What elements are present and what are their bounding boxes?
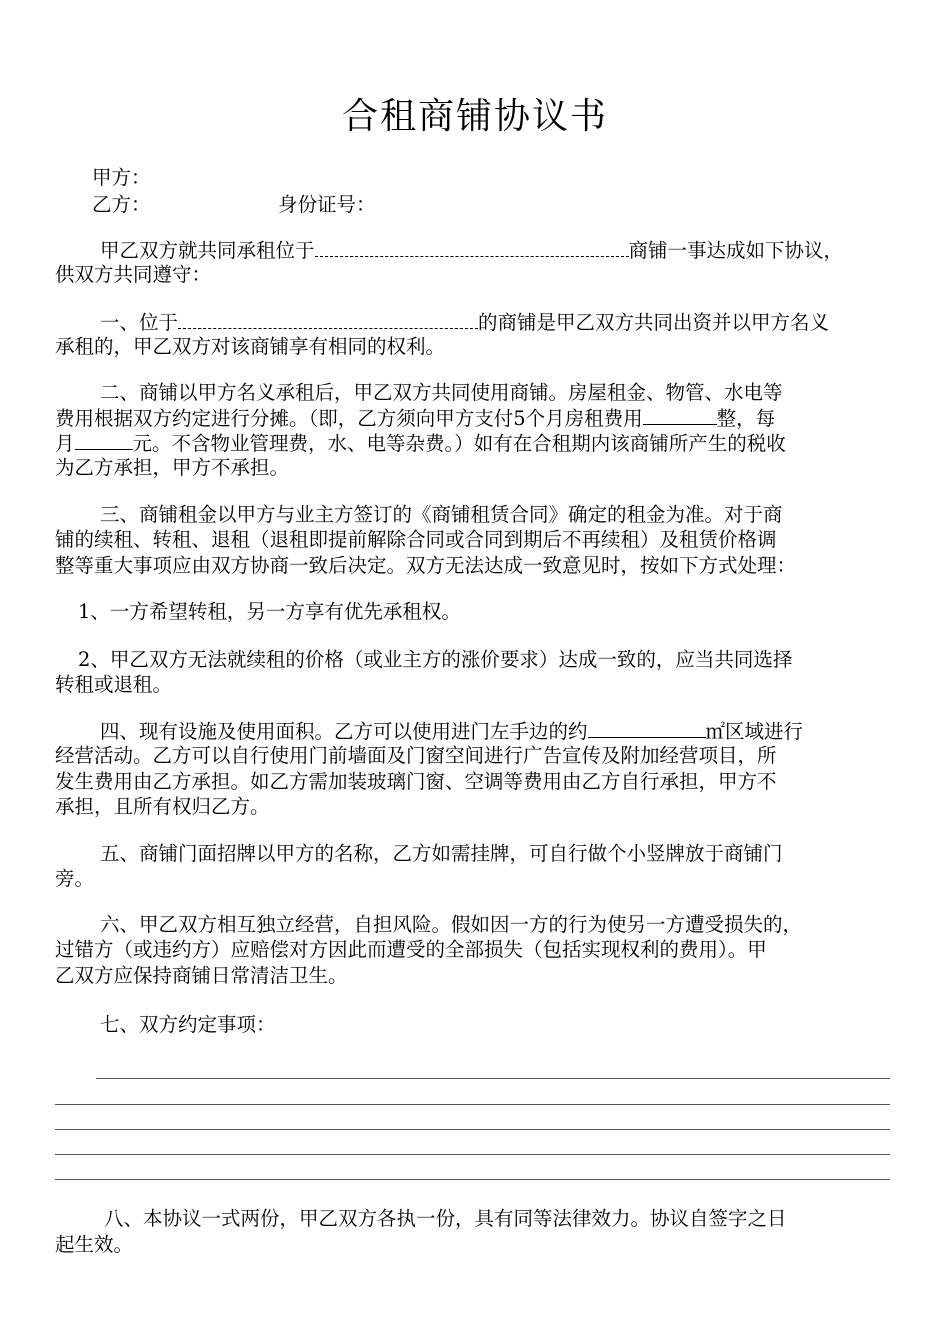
- clause2-line3-before: 月: [55, 432, 75, 455]
- clause2-line-1: 二、商铺以甲方名义承租后，甲乙双方共同使用商铺。房屋租金、物管、水电等: [100, 381, 783, 404]
- clause5-line-2: 旁。: [55, 867, 95, 890]
- clause1-line-2: 承租的，甲乙双方对该商铺享有相同的权利。: [55, 335, 446, 358]
- intro-line-2: 供双方共同遵守：: [55, 263, 212, 286]
- shop-address-blank[interactable]: [178, 310, 478, 329]
- clause6-line-2: 过错方（或违约方）应赔偿对方因此而遭受的全部损失（包括实现权利的费用）。甲: [55, 938, 767, 961]
- area-blank[interactable]: [588, 719, 706, 738]
- clause1-text-before: 一、位于: [100, 311, 179, 334]
- id-number-label: 身份证号：: [278, 193, 376, 216]
- clause1-text-after: 的商铺是甲乙双方共同出资并以甲方名义: [478, 311, 830, 334]
- intro-text-before: 甲乙双方就共同承租位于: [100, 239, 315, 262]
- clause5-line-1: 五、商铺门面招牌以甲方的名称，乙方如需挂牌，可自行做个小竖牌放于商铺门: [100, 842, 783, 865]
- intro-line-1: [100, 238, 940, 263]
- clause6-line-1: 六、甲乙双方相互独立经营，自担风险。假如因一方的行为使另一方遭受损失的，: [100, 913, 803, 936]
- clause4-line-1: [100, 719, 940, 744]
- clause2-line-2: [55, 406, 895, 431]
- location-blank[interactable]: [315, 238, 629, 257]
- clause2-line3-after: 元。不含物业管理费，水、电等杂费。）如有在合租期内该商铺所产生的税收: [132, 432, 786, 455]
- clause6-line-3: 乙双方应保持商铺日常清洁卫生。: [55, 964, 348, 987]
- clause2-line2-before: 费用根据双方约定进行分摊。（即，乙方须向甲方支付5个月房租费用: [55, 407, 643, 430]
- clause4-line-2: 经营活动。乙方可以自行使用门前墙面及门窗空间进行广告宣传及附加经营项目，所: [55, 744, 777, 767]
- clause3-line-1: 三、商铺租金以甲方与业主方签订的《商铺租赁合同》确定的租金为准。对于商: [100, 503, 783, 526]
- agreed-terms-line-2[interactable]: [55, 1104, 890, 1105]
- rent-total-blank[interactable]: [643, 406, 717, 425]
- agreed-terms-line-4[interactable]: [55, 1154, 890, 1155]
- agreed-terms-line-5[interactable]: [55, 1179, 890, 1180]
- clause4-line1-after: ㎡区域进行: [705, 720, 804, 743]
- clause2-line-3: [55, 431, 895, 456]
- clause2-line-4: 为乙方承担，甲方不承担。: [55, 456, 290, 479]
- party-a-label: 甲方：: [92, 166, 151, 189]
- clause4-line1-before: 四、现有设施及使用面积。乙方可以使用进门左手边的约: [100, 720, 588, 743]
- clause2-line2-after: 整，每: [716, 407, 776, 430]
- clause8-line-2: 起生效。: [55, 1233, 134, 1256]
- party-b-label: 乙方：: [92, 193, 151, 216]
- intro-text-after: 商铺一事达成如下协议，: [628, 239, 844, 262]
- clause8-line-1: 八、本协议一式两份，甲乙双方各执一份，具有同等法律效力。协议自签字之日: [104, 1207, 787, 1230]
- clause4-line-3: 发生费用由乙方承担。如乙方需加装玻璃门窗、空调等费用由乙方自行承担，甲方不: [55, 770, 777, 793]
- clause7-line-1: 七、双方约定事项：: [100, 1013, 276, 1036]
- clause3-line-2: 铺的续租、转租、退租（退租即提前解除合同或合同到期后不再续租）及租赁价格调: [55, 528, 777, 551]
- clause3-sub-2-line-2: 转租或退租。: [55, 673, 173, 696]
- agreed-terms-line-1[interactable]: [96, 1078, 890, 1079]
- monthly-rent-blank[interactable]: [75, 431, 133, 450]
- clause3-sub-1: 1、一方希望转租，另一方享有优先承租权。: [78, 600, 461, 623]
- agreed-terms-line-3[interactable]: [55, 1129, 890, 1130]
- document-title: 合租商铺协议书: [341, 96, 608, 137]
- clause4-line-4: 承担，且所有权归乙方。: [55, 795, 270, 818]
- clause1-line-1: [100, 310, 940, 335]
- clause3-sub-2-line-1: 2、甲乙双方无法就续租的价格（或业主方的涨价要求）达成一致的，应当共同选择: [78, 648, 793, 671]
- clause3-line-3: 整等重大事项应由双方协商一致后决定。双方无法达成一致意见时，按如下方式处理：: [55, 554, 797, 577]
